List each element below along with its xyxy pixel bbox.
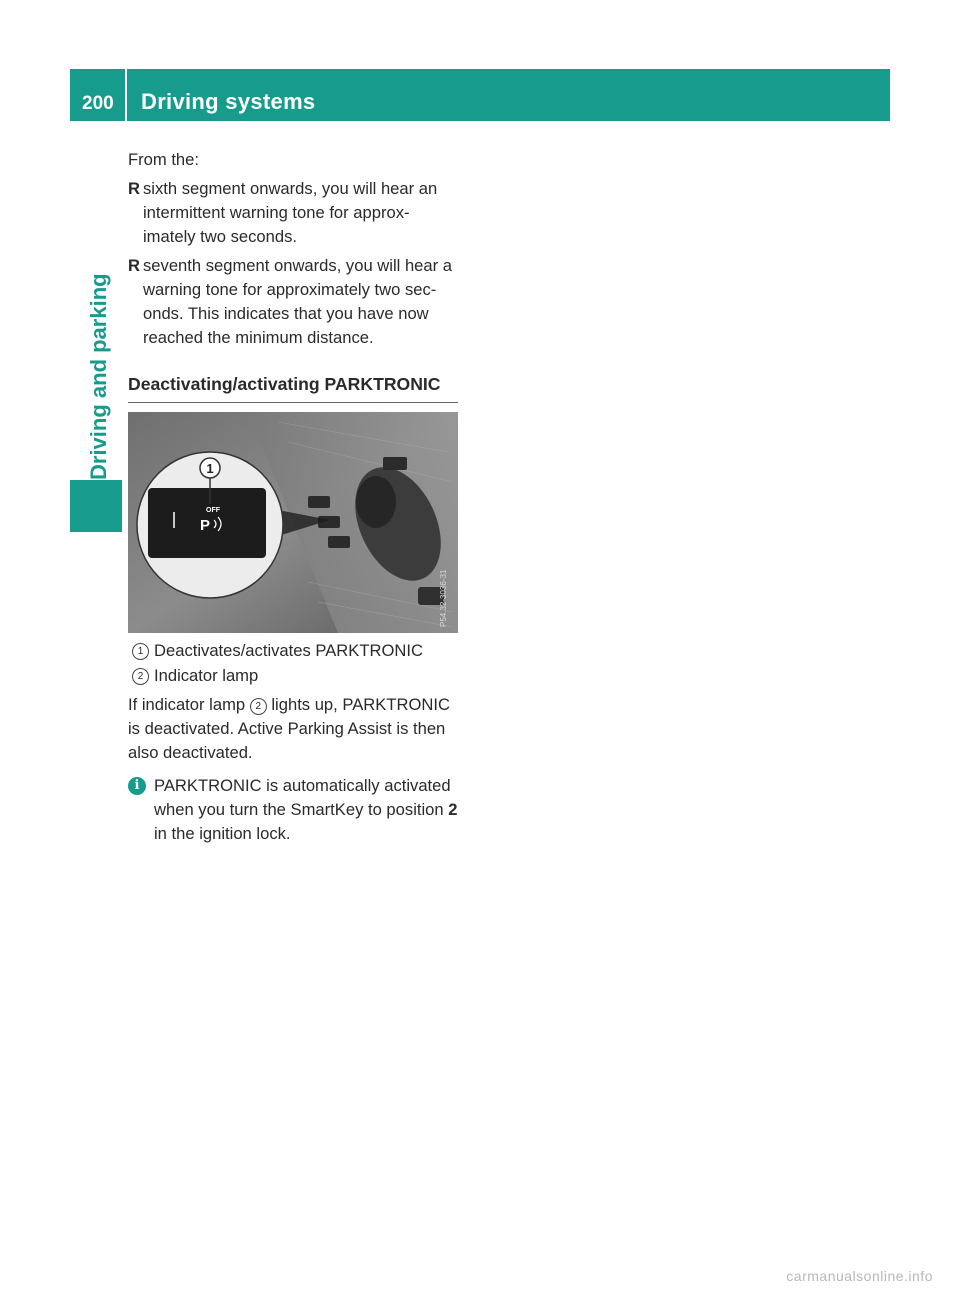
chapter-side-tab: Driving and parking xyxy=(86,273,111,480)
chapter-tab-marker xyxy=(70,480,122,532)
legend-number: 1 xyxy=(132,643,149,660)
info-note xyxy=(128,774,461,846)
button-symbol: P xyxy=(200,517,211,534)
inline-ref-number: 2 xyxy=(250,698,267,715)
watermark: carmanualsonline.info xyxy=(786,1268,933,1284)
console-illustration xyxy=(128,412,458,633)
info-icon: i xyxy=(128,777,146,795)
bullet-marker: R xyxy=(128,179,140,198)
main-content xyxy=(128,148,461,846)
section-heading: Deactivating/activating PARKTRONIC xyxy=(128,372,458,403)
list-item xyxy=(128,177,461,249)
console-photo xyxy=(128,412,458,633)
body-paragraph xyxy=(128,693,461,765)
info-text: PARKTRONIC is automatically activated when you turn the SmartKey to position xyxy=(154,776,451,819)
header-divider xyxy=(125,69,127,121)
legend-text: Deactivates/activates PARKTRONIC xyxy=(154,641,423,660)
paragraph-text: lights up, PARKTRONIC is deactivated. Active Parking Assist is then also deactivated. xyxy=(128,695,450,762)
list-item-text: sixth segment onwards, you will hear an intermittent warning tone for approx-imately two seconds. xyxy=(143,179,438,246)
legend-text: Indicator lamp xyxy=(154,666,259,685)
info-bold-text: 2 xyxy=(448,800,458,819)
legend-item xyxy=(128,639,461,663)
image-code: P54.32-3036-31 xyxy=(439,569,448,627)
paragraph-text: If indicator lamp xyxy=(128,695,250,714)
info-text: in the ignition lock. xyxy=(154,824,291,843)
bullet-marker: R xyxy=(128,256,140,275)
rotary-controller xyxy=(356,476,396,528)
legend-item xyxy=(128,664,461,688)
intro-lead: From the: xyxy=(128,150,200,169)
button-off-label: OFF xyxy=(206,507,220,514)
console-button xyxy=(383,457,407,470)
section-title: Driving systems xyxy=(141,89,316,114)
console-button xyxy=(328,536,350,548)
page-header xyxy=(70,69,890,121)
legend-number: 2 xyxy=(132,668,149,685)
page-number: 200 xyxy=(82,93,114,114)
list-item xyxy=(128,254,461,350)
list-item-text: seventh segment onwards, you will hear a warning tone for approximately two sec-onds. This indicates that you have now reached the minimum distance. xyxy=(143,256,452,347)
callout-number: 1 xyxy=(206,461,214,476)
console-button xyxy=(308,496,330,508)
